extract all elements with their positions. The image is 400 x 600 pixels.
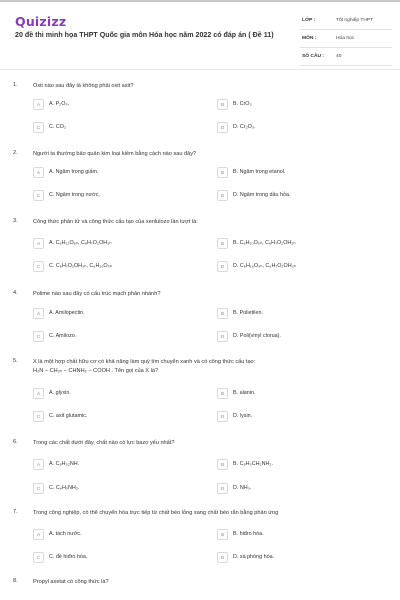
option-text: A. C₆H₁₂O₆ₙ, C₆H₇O₂OH₃ₙ — [49, 240, 112, 246]
meta-row-grade — [300, 14, 392, 30]
option-letter: B — [217, 99, 228, 110]
option-text: D. C₆H₁₀O₅ₙ, C₆H₇O₂OH₃ₙ — [233, 263, 296, 269]
question-number: 8. — [13, 578, 18, 584]
meta-value: 40 — [336, 54, 342, 59]
document-title: 20 đề thi minh họa THPT Quốc gia môn Hóa học năm 2022 có đáp án ( Đề 11) — [15, 31, 274, 39]
option-letter: A — [33, 99, 44, 110]
header-divider — [0, 69, 400, 70]
option-letter: B — [217, 308, 228, 319]
question-text: Trong các chất dưới đây, chất nào có lực bazo yếu nhất? — [33, 440, 175, 446]
option-letter: A — [33, 388, 44, 399]
option-text: A. P₂O₅. — [49, 101, 70, 107]
question-text: Người ta thường bảo quản kim loại kiềm bằng cách nào sau đây? — [33, 151, 197, 157]
option-text: D. NH₃. — [233, 485, 252, 491]
option-letter: C — [33, 331, 44, 342]
meta-key: LỚP : — [302, 18, 316, 23]
option-letter: B — [217, 167, 228, 178]
option-letter: B — [217, 459, 228, 470]
option-letter: D — [217, 552, 228, 563]
option-letter: A — [33, 238, 44, 249]
option-text: B. alanin. — [233, 390, 256, 396]
worksheet-header — [0, 2, 400, 68]
option-text: D. lysin. — [233, 413, 253, 419]
option-text: B. CrO₃ — [233, 101, 252, 107]
question-number: 1. — [13, 82, 18, 88]
option-letter: B — [217, 529, 228, 540]
option-text: A. Ngâm trong giấm. — [49, 169, 99, 175]
question-text: Propyl axetat có công thức là? — [33, 579, 109, 585]
option-text: A. glyxin. — [49, 390, 71, 396]
option-letter: D — [217, 483, 228, 494]
option-text: C. C₆H₇O₂OH₃ₙ, C₆H₁₀O₅ₙ — [49, 263, 112, 269]
option-letter: D — [217, 261, 228, 272]
option-letter: A — [33, 529, 44, 540]
question-text-formula: H₂N − CH₂ₙ − CHNH₂ − COOH . Tên gọi của X là? — [33, 368, 159, 374]
option-letter: C — [33, 261, 44, 272]
option-text: B. hiđro hóa. — [233, 531, 264, 537]
option-text: C. Ngâm trong nước, — [49, 192, 100, 198]
meta-row-question-count — [300, 50, 392, 66]
option-letter: D — [217, 190, 228, 201]
option-letter: D — [217, 331, 228, 342]
option-text: A. Amilopectin. — [49, 310, 85, 316]
question-text: X là một hợp chất hữu cơ có khả năng làm quỳ tím chuyển xanh và có công thức cấu tạo: — [33, 359, 256, 365]
question-number: 2. — [13, 150, 18, 156]
option-letter: D — [217, 411, 228, 422]
option-text: C. đề hiđro hóa. — [49, 554, 88, 560]
option-letter: C — [33, 190, 44, 201]
quizizz-logo: Quizizz — [15, 14, 67, 29]
option-text: C. axit glutamic. — [49, 413, 88, 419]
option-text: B. C₆H₅CH₂NH₂. — [233, 461, 273, 467]
option-letter: A — [33, 308, 44, 319]
question-number: 5. — [13, 358, 18, 364]
question-number: 4. — [13, 290, 18, 296]
meta-key: SỐ CÂU : — [302, 54, 325, 59]
option-text: D. Ngâm trong dầu hỏa. — [233, 192, 291, 198]
option-letter: A — [33, 167, 44, 178]
option-text: C. CO₂ — [49, 124, 67, 130]
option-text: B. Polietilen. — [233, 310, 263, 316]
option-letter: C — [33, 552, 44, 563]
option-text: D. Cr₂O₃. — [233, 124, 256, 130]
option-text: C. C₆H₅NH₂. — [49, 485, 80, 491]
option-text: D. Poli(vinyl clorua). — [233, 333, 281, 339]
question-text: Trong công nghiệp, có thể chuyển hóa trực tiếp từ chất béo lỏng sang chất béo rắn bằng phản ứng — [33, 510, 279, 516]
meta-value: Tốt nghiệp THPT — [336, 18, 374, 23]
option-letter: B — [217, 388, 228, 399]
option-text: C. Amilozo. — [49, 333, 77, 339]
question-number: 6. — [13, 439, 18, 445]
option-letter: B — [217, 238, 228, 249]
option-text: A. C₆H₅₂NH. — [49, 461, 80, 467]
question-number: 7. — [13, 509, 18, 515]
question-number: 3. — [13, 218, 18, 224]
option-letter: A — [33, 459, 44, 470]
option-letter: D — [217, 122, 228, 133]
option-text: B. Ngâm trong etanol. — [233, 169, 286, 175]
meta-panel — [300, 14, 392, 68]
option-text: A. tách nước. — [49, 531, 82, 537]
option-letter: C — [33, 483, 44, 494]
question-text: Polime nào sau đây có cấu trúc mạch phân nhánh? — [33, 291, 161, 297]
question-text: Công thức phân tử và công thức cấu tạo của xenlulozo lần lượt là: — [33, 219, 198, 225]
question-text: Oxit nào sau đây là không phải oxit axit? — [33, 83, 134, 89]
option-text: D. xà phòng hóa. — [233, 554, 275, 560]
option-text: B. C₆H₁₀O₅ₙ, C₆H₇O₂OH₂ₙ — [233, 240, 296, 246]
option-letter: C — [33, 411, 44, 422]
meta-key: MÔN : — [302, 36, 317, 41]
meta-value: Hóa học — [336, 36, 355, 41]
meta-row-subject — [300, 32, 392, 48]
option-letter: C — [33, 122, 44, 133]
